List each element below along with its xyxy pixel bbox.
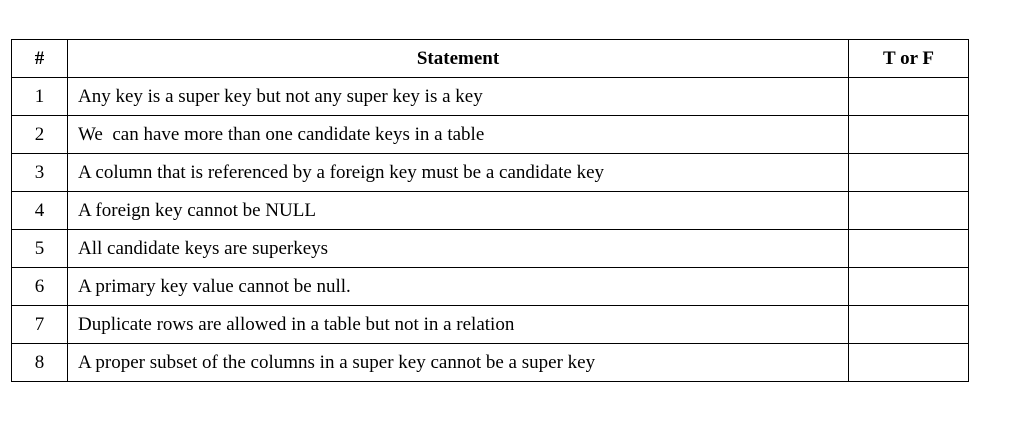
- row-number: 4: [12, 192, 68, 230]
- row-number: 6: [12, 268, 68, 306]
- table-row: [12, 116, 969, 154]
- row-number: 5: [12, 230, 68, 268]
- table-header: [12, 40, 969, 78]
- header-statement: Statement: [68, 40, 849, 78]
- row-number: 2: [12, 116, 68, 154]
- table-row: [12, 154, 969, 192]
- header-row: [12, 40, 969, 78]
- row-statement: A column that is referenced by a foreign key must be a candidate key: [68, 154, 849, 192]
- row-statement: A foreign key cannot be NULL: [68, 192, 849, 230]
- row-statement: Any key is a super key but not any super key is a key: [68, 78, 849, 116]
- table-row: [12, 78, 969, 116]
- row-statement: A proper subset of the columns in a super key cannot be a super key: [68, 344, 849, 382]
- table-row: [12, 306, 969, 344]
- row-statement: A primary key value cannot be null.: [68, 268, 849, 306]
- row-statement: We can have more than one candidate keys in a table: [68, 116, 849, 154]
- row-number: 7: [12, 306, 68, 344]
- row-statement: Duplicate rows are allowed in a table but not in a relation: [68, 306, 849, 344]
- answer-cell[interactable]: [849, 230, 969, 268]
- answer-cell[interactable]: [849, 268, 969, 306]
- table-row: [12, 344, 969, 382]
- answer-cell[interactable]: [849, 116, 969, 154]
- answer-cell[interactable]: [849, 306, 969, 344]
- table-row: [12, 192, 969, 230]
- answer-cell[interactable]: [849, 78, 969, 116]
- row-number: 8: [12, 344, 68, 382]
- header-number: #: [12, 40, 68, 78]
- table-body: [12, 78, 969, 382]
- true-false-table: [11, 39, 969, 382]
- answer-cell[interactable]: [849, 154, 969, 192]
- answer-cell[interactable]: [849, 192, 969, 230]
- row-number: 1: [12, 78, 68, 116]
- answer-cell[interactable]: [849, 344, 969, 382]
- row-statement: All candidate keys are superkeys: [68, 230, 849, 268]
- row-number: 3: [12, 154, 68, 192]
- table-row: [12, 230, 969, 268]
- header-true-or-false: T or F: [849, 40, 969, 78]
- table-row: [12, 268, 969, 306]
